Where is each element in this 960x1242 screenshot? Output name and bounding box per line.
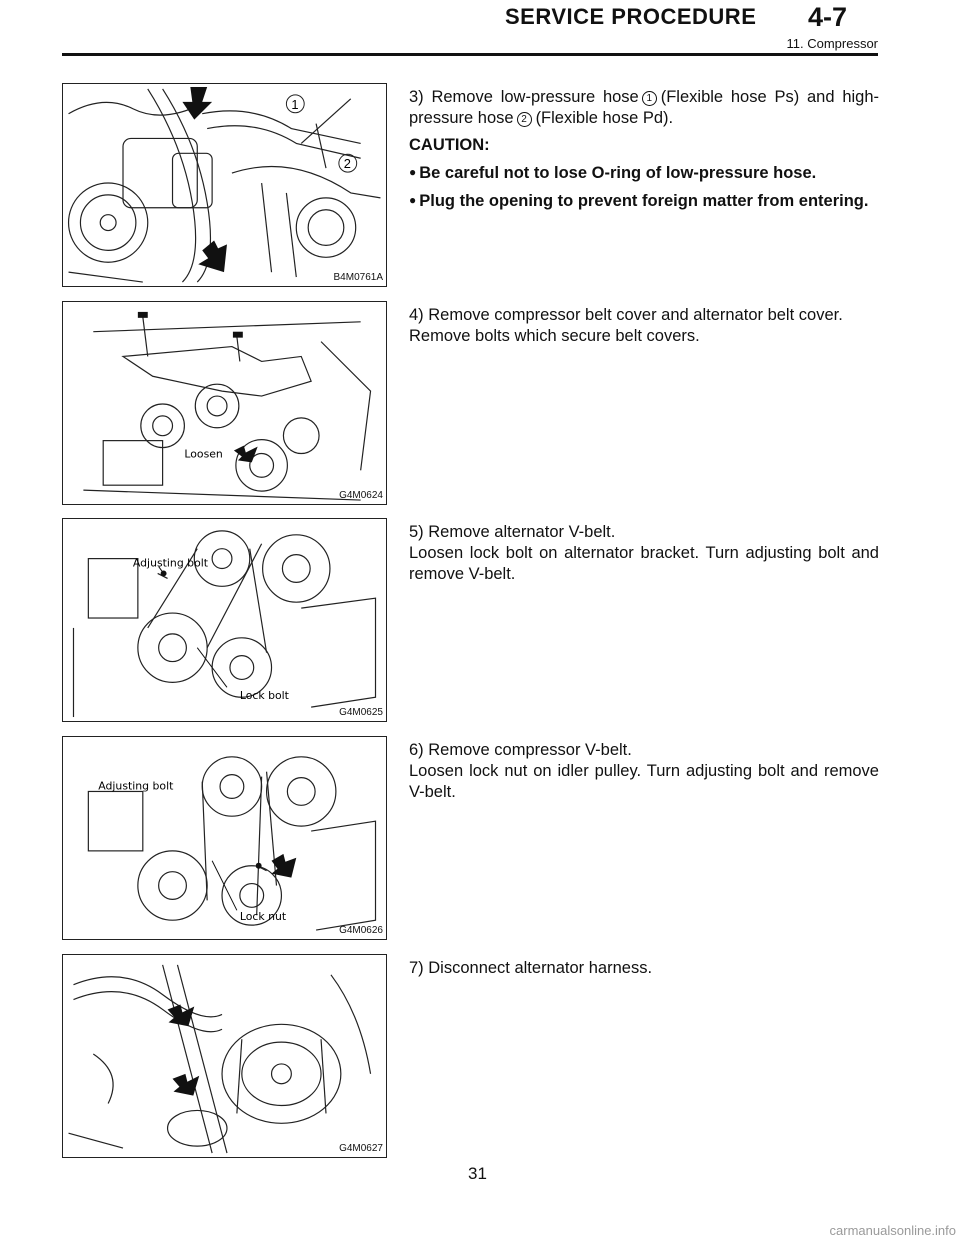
step-4-line1: 4) Remove compressor belt cover and alternator belt cover. <box>409 306 843 324</box>
caution-label: CAUTION: <box>409 136 490 154</box>
step-4-text <box>409 305 879 347</box>
header-divider <box>62 53 878 56</box>
step-3-pre: 3) Remove low-pressure hose <box>409 88 639 106</box>
section-subtitle: 11. Compressor <box>786 36 878 51</box>
step-5-line1: 5) Remove alternator V-belt. <box>409 523 616 541</box>
alternator-harness-illustration <box>63 955 386 1157</box>
hose-illustration <box>63 84 386 286</box>
callout-adjusting-bolt: Adjusting bolt <box>98 779 174 793</box>
alternator-belt-illustration <box>63 519 386 721</box>
callout-lock-bolt: Lock bolt <box>239 689 289 703</box>
caution-bullet: ● Be careful not to lose O-ring of low-pressure hose. <box>409 164 817 182</box>
callout-lock-nut: Lock nut <box>239 910 287 924</box>
step-7-text <box>409 958 879 979</box>
bullet-icon: ● <box>409 165 417 179</box>
belt-cover-illustration <box>63 302 386 504</box>
step-6-text <box>409 740 879 803</box>
figure-belt-cover <box>62 301 387 505</box>
callout-2: 2 <box>343 156 351 172</box>
step-4-line2: Remove bolts which secure belt covers. <box>409 327 700 345</box>
figure-compressor-belt <box>62 736 387 940</box>
figure-alternator-belt <box>62 518 387 722</box>
page-number: 31 <box>468 1164 487 1183</box>
figure-alternator-harness <box>62 954 387 1158</box>
step-3-mid: (Flexible hose Ps) and high-pressure hose <box>409 88 880 127</box>
figure-code: G4M0625 <box>339 707 383 718</box>
figure-code: G4M0627 <box>339 1143 383 1154</box>
callout-1: 1 <box>291 96 299 112</box>
bullet-icon: ● <box>409 193 417 207</box>
figure-code: B4M0761A <box>333 272 383 283</box>
ref-1-icon: 1 <box>642 91 657 106</box>
step-5-line2: Loosen lock bolt on alternator bracket. Turn adjusting bolt and remove V-belt. <box>409 544 879 583</box>
compressor-belt-illustration <box>63 737 386 939</box>
step-6-line1: 6) Remove compressor V-belt. <box>409 741 632 759</box>
step-7-line1: 7) Disconnect alternator harness. <box>409 959 653 977</box>
callout-adjusting-bolt: Adjusting bolt <box>132 556 209 570</box>
figure-code: G4M0624 <box>339 490 383 501</box>
figure-code: G4M0626 <box>339 925 383 936</box>
section-number: 4-7 <box>808 2 848 32</box>
watermark: carmanualsonline.info <box>829 1223 956 1238</box>
callout-loosen: Loosen <box>184 447 223 461</box>
step-5-text <box>409 522 879 585</box>
step-3-text <box>409 87 879 218</box>
ref-2-icon: 2 <box>517 112 532 127</box>
caution-bullet: ● Plug the opening to prevent foreign matter from entering. <box>409 192 869 210</box>
step-6-line2: Loosen lock nut on idler pulley. Turn adjusting bolt and remove V-belt. <box>409 762 879 801</box>
page-header-title: SERVICE PROCEDURE <box>505 4 757 29</box>
figure-hose-removal <box>62 83 387 287</box>
step-3-post: (Flexible hose Pd). <box>535 109 674 127</box>
